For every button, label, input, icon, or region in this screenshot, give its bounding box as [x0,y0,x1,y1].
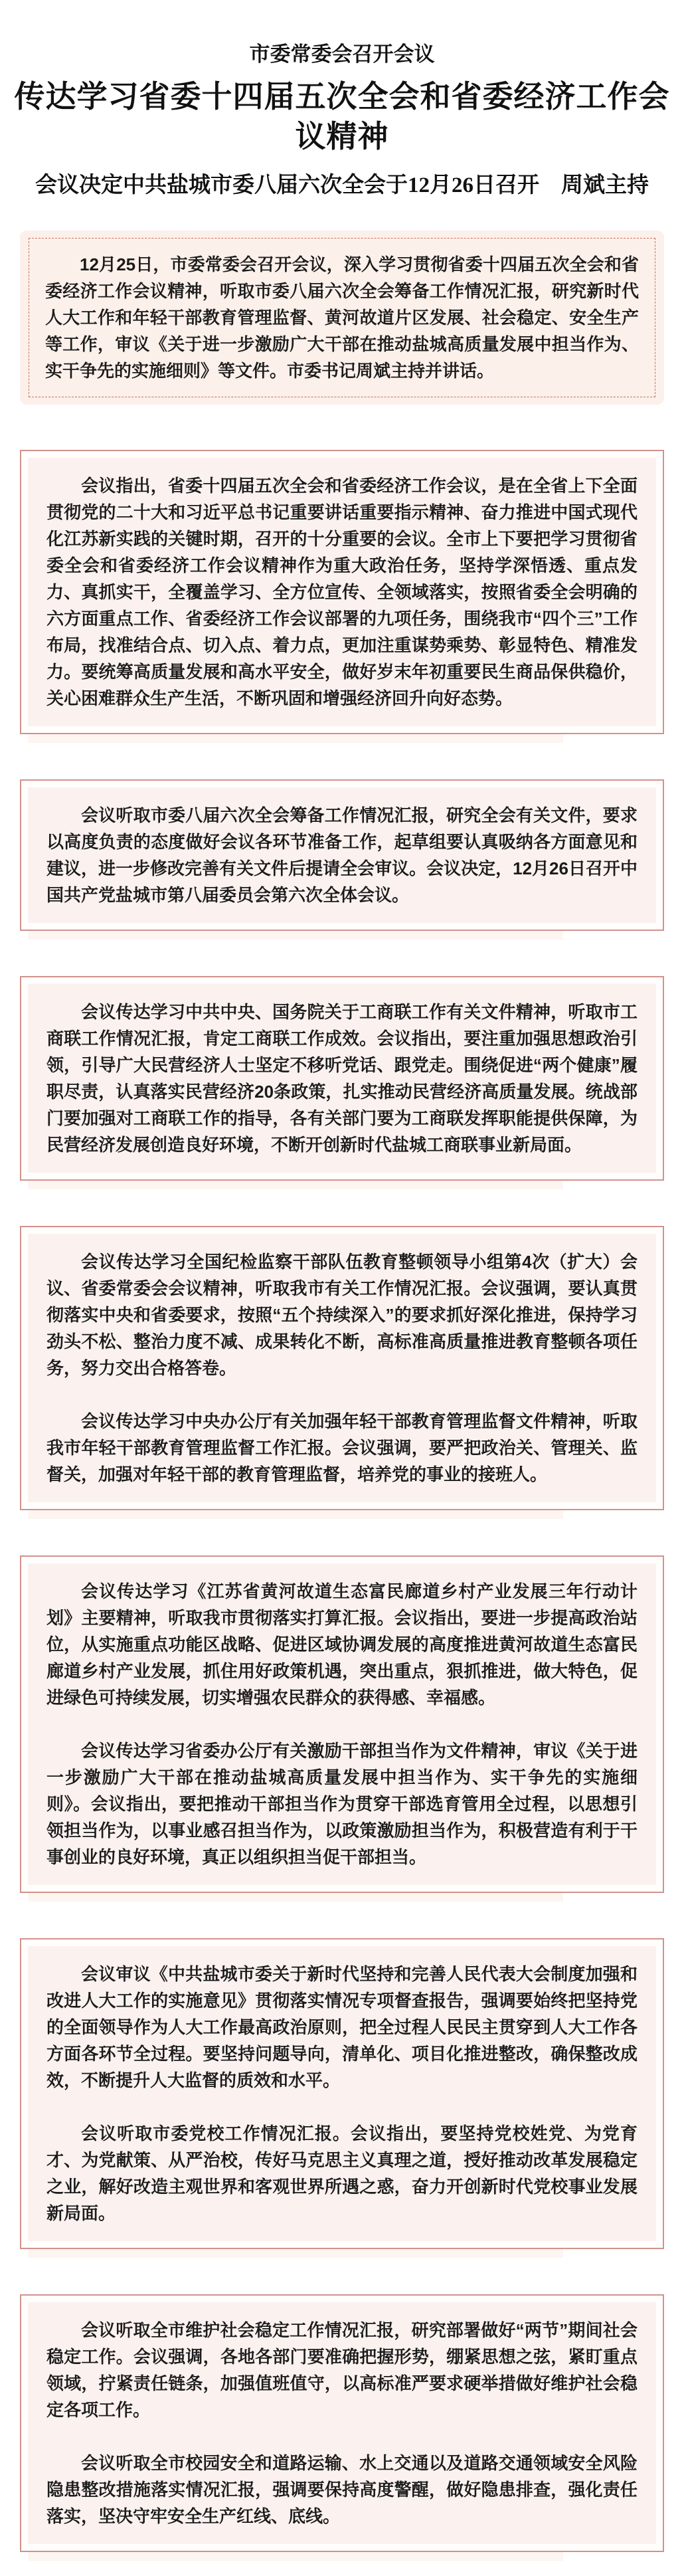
section-card [20,1555,664,1893]
section-card-inner [28,787,656,923]
paragraph: 会议听取全市校园安全和道路运输、水上交通以及道路交通领域安全风险隐患整改措施落实情况汇报，强调要保持高度警醒，做好隐患排查，强化责任落实，坚决守牢安全生产红线、底线。 [46,2452,638,2526]
page-header [0,0,684,200]
section-card-inner [28,1234,656,1502]
section-card [20,2294,664,2552]
paragraph: 会议审议《中共盐城市委关于新时代坚持和完善人民代表大会制度加强和改进人大工作的实施意见》贯彻落实情况专项督查报告，强调要始终把坚持党的全面领导作为人大工作最高政治原则，把全过程人民民主贯穿到人大工作各方面各环节全过程。要坚持问题导向，清单化、项目化推进整改，确保整改成效，不断提升人大监督的质效和水平。 [46,1963,638,2090]
paragraph: 会议传达学习《江苏省黄河故道生态富民廊道乡村产业发展三年行动计划》主要精神，听取我市贯彻落实打算汇报。会议指出，要进一步提高政治站位，从实施重点功能区战略、促进区域协调发展的高度推进黄河故道生态富民廊道乡村产业发展，抓住用好政策机遇，突出重点，狠抓推进，做大特色，促进绿色可持续发展，切实增强农民群众的获得感、幸福感。 [46,1581,638,1708]
section-card-inner [28,1946,656,2241]
section-card [20,779,664,931]
paragraph: 会议听取市委八届六次全会筹备工作情况汇报，研究全会有关文件，要求以高度负责的态度做好会议各环节准备工作，起草组要认真吸纳各方面意见和建议，进一步修改完善有关文件后提请全会审议。会议决定，12月26日召开中国共产党盐城市第八届委员会第六次全体会议。 [46,805,638,905]
section-card [20,450,664,734]
section-card [20,1938,664,2249]
sections [0,231,684,2576]
paragraph: 会议指出，省委十四届五次全会和省委经济工作会议，是在全省上下全面贯彻党的二十大和习近平总书记重要讲话重要指示精神、奋力推进中国式现代化江苏新实践的关键时期，召开的十分重要的会议。全市上下要把学习贯彻省委全会和省委经济工作会议精神作为重大政治任务，坚持学深悟透、重点发力、真抓实干，全覆盖学习、全方位宣传、全领域落实，按照省委全会明确的六方面重点工作、省委经济工作会议部署的九项任务，围绕我市“四个三”工作布局，找准结合点、切入点、着力点，更加注重谋势乘势、彰显特色、精准发力。要统筹高质量发展和高水平安全，做好岁末年初重要民生商品保供稳价，关心困难群众生产生活，不断巩固和增强经济回升向好态势。 [46,475,638,708]
paragraph: 12月25日，市委常委会召开会议，深入学习贯彻省委十四届五次全会和省委经济工作会议精神，听取市委八届六次全会筹备工作情况汇报，研究新时代人大工作和年轻干部教育管理监督、黄河故道片区发展、社会稳定、安全生产等工作，审议《关于进一步激励广大干部在推动盐城高质量发展中担当作为、实干争先的实施细则》等文件。市委书记周斌主持并讲话。 [45,254,639,381]
paragraph: 会议传达学习中共中央、国务院关于工商联工作有关文件精神，听取市工商联工作情况汇报，肯定工商联工作成效。会议指出，要注重加强思想政治引领，引导广大民营经济人士坚定不移听党话、跟党走。围绕促进“两个健康”履职尽责，认真落实民营经济20条政策，扎实推动民营经济高质量发展。统战部门要加强对工商联工作的指导，各有关部门要为工商联发挥职能提供保障，为民营经济发展创造良好环境，不断开创新时代盐城工商联事业新局面。 [46,1001,638,1155]
section-card-inner [28,2302,656,2544]
section-card [20,1226,664,1510]
paragraph: 会议听取市委党校工作情况汇报。会议指出，要坚持党校姓党、为党育才、为党献策、从严治校，传好马克思主义真理之道，授好推动改革发展稳定之业，解好改造主观世界和客观世界所遇之惑，奋力开创新时代党校事业发展新局面。 [46,2123,638,2223]
section-card-inner [28,1563,656,1885]
section-card [20,976,664,1181]
main-title: 传达学习省委十四届五次全会和省委经济工作会议精神 [14,80,670,154]
intro-card [20,231,664,405]
section-card-inner [28,984,656,1173]
paragraph: 会议传达学习中央办公厅有关加强年轻干部教育管理监督文件精神，听取我市年轻干部教育管理监督工作汇报。会议强调，要严把政治关、管理关、监督关，加强对年轻干部的教育管理监督，培养党的事业的接班人。 [46,1411,638,1484]
paragraph: 会议传达学习省委办公厅有关激励干部担当作为文件精神，审议《关于进一步激励广大干部在推动盐城高质量发展中担当作为、实干争先的实施细则》。会议指出，要把推动干部担当作为贯穿干部选育管用全过程，以思想引领担当作为，以事业感召担当作为，以政策激励担当作为，积极营造有利于干事创业的良好环境，真正以组织担当促干部担当。 [46,1740,638,1867]
paragraph: 会议听取全市维护社会稳定工作情况汇报，研究部署做好“两节”期间社会稳定工作。会议强调，各地各部门要准确把握形势，绷紧思想之弦，紧盯重点领域，拧紧责任链条，加强值班值守，以高标准严要求硬举措做好维护社会稳定各项工作。 [46,2320,638,2420]
paragraph: 会议传达学习全国纪检监察干部队伍教育整顿领导小组第4次（扩大）会议、省委常委会会议精神，听取我市有关工作情况汇报。会议强调，要认真贯彻落实中央和省委要求，按照“五个持续深入”的要求抓好深化推进，保持学习劲头不松、整治力度不减、成果转化不断，高标准高质量推进教育整顿各项任务，努力交出合格答卷。 [46,1251,638,1378]
intro-card-inner [29,238,655,397]
sub-title: 会议决定中共盐城市委八届六次全会于12月26日召开 周斌主持 [35,173,649,197]
section-card-inner [28,458,656,726]
pre-title: 市委常委会召开会议 [249,43,435,66]
